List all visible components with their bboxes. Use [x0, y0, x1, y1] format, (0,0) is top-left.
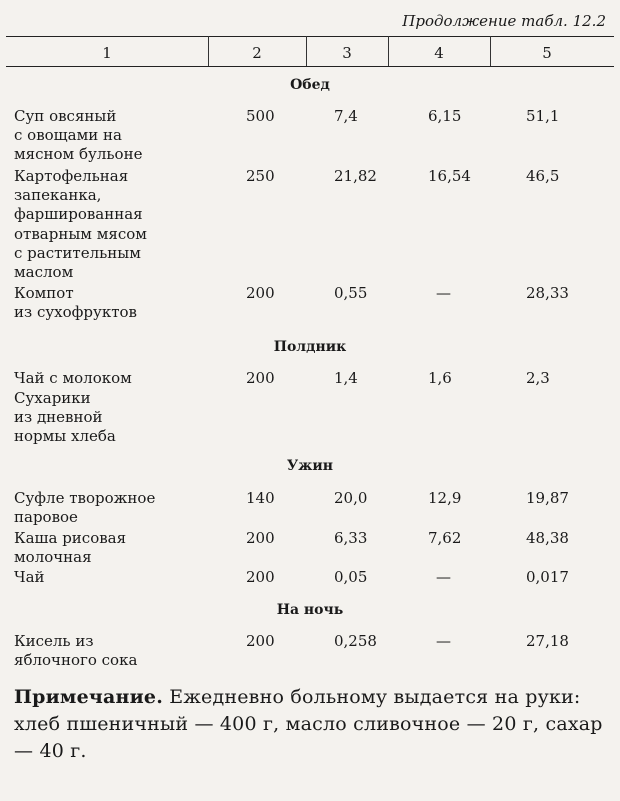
- dish-name: Сухарики из дневной нормы хлеба: [14, 389, 116, 446]
- header-col-3: 3: [342, 44, 352, 62]
- dish-name: Суфле творожное паровое: [14, 489, 156, 527]
- footnote-label: Примечание.: [14, 686, 164, 708]
- cell-fat: —: [436, 632, 451, 650]
- cell-fat: 6,15: [428, 107, 462, 125]
- cell-carbs: 48,38: [526, 529, 569, 547]
- cell-protein: 7,4: [334, 107, 358, 125]
- cell-protein: 6,33: [334, 529, 368, 547]
- dish-name: Кисель из яблочного сока: [14, 632, 138, 670]
- dish-name: Картофельная запеканка, фаршированная отварным мясом с растительным маслом: [14, 167, 147, 282]
- cell-protein: 0,55: [334, 284, 368, 302]
- cell-weight: 200: [246, 369, 275, 387]
- cell-fat: 7,62: [428, 529, 462, 547]
- cell-fat: 16,54: [428, 167, 471, 185]
- cell-carbs: 2,3: [526, 369, 550, 387]
- cell-weight: 250: [246, 167, 275, 185]
- cell-protein: 1,4: [334, 369, 358, 387]
- header-bottom-rule: [6, 66, 614, 67]
- cell-carbs: 0,017: [526, 568, 569, 586]
- section-title-snack: Полдник: [273, 339, 347, 355]
- cell-protein: 21,82: [334, 167, 377, 185]
- cell-protein: 0,258: [334, 632, 377, 650]
- footnote-text: Ежедневно больному выдается на руки: хлеб пшеничный — 400 г, масло сливочное — 20 г, сахар — 40 г.: [14, 686, 603, 762]
- dish-name: Каша рисовая молочная: [14, 529, 127, 567]
- cell-carbs: 51,1: [526, 107, 560, 125]
- section-title-dinner: Ужин: [286, 458, 334, 474]
- dish-name: Суп овсяный с овощами на мясном бульоне: [14, 107, 143, 164]
- table-caption: Продолжение табл. 12.2: [402, 12, 606, 30]
- footnote: [14, 684, 610, 765]
- cell-protein: 0,05: [334, 568, 368, 586]
- cell-carbs: 46,5: [526, 167, 560, 185]
- dish-name: Чай с молоком: [14, 369, 132, 387]
- cell-weight: 200: [246, 632, 275, 650]
- section-title-night: На ночь: [276, 602, 344, 618]
- cell-fat: 12,9: [428, 489, 462, 507]
- cell-weight: 140: [246, 489, 275, 507]
- dish-name: Компот из сухофруктов: [14, 284, 137, 322]
- cell-fat: —: [436, 568, 451, 586]
- cell-fat: 1,6: [428, 369, 452, 387]
- header-col-1: 1: [102, 44, 112, 62]
- cell-carbs: 19,87: [526, 489, 569, 507]
- dish-name: Чай: [14, 568, 45, 586]
- cell-carbs: 27,18: [526, 632, 569, 650]
- header-col-5: 5: [542, 44, 552, 62]
- header-col-4: 4: [434, 44, 444, 62]
- header-top-rule: [6, 36, 614, 37]
- cell-weight: 500: [246, 107, 275, 125]
- cell-weight: 200: [246, 568, 275, 586]
- section-title-lunch: Обед: [290, 77, 330, 93]
- cell-weight: 200: [246, 284, 275, 302]
- cell-protein: 20,0: [334, 489, 368, 507]
- header-col-2: 2: [252, 44, 262, 62]
- cell-carbs: 28,33: [526, 284, 569, 302]
- cell-weight: 200: [246, 529, 275, 547]
- cell-fat: —: [436, 284, 451, 302]
